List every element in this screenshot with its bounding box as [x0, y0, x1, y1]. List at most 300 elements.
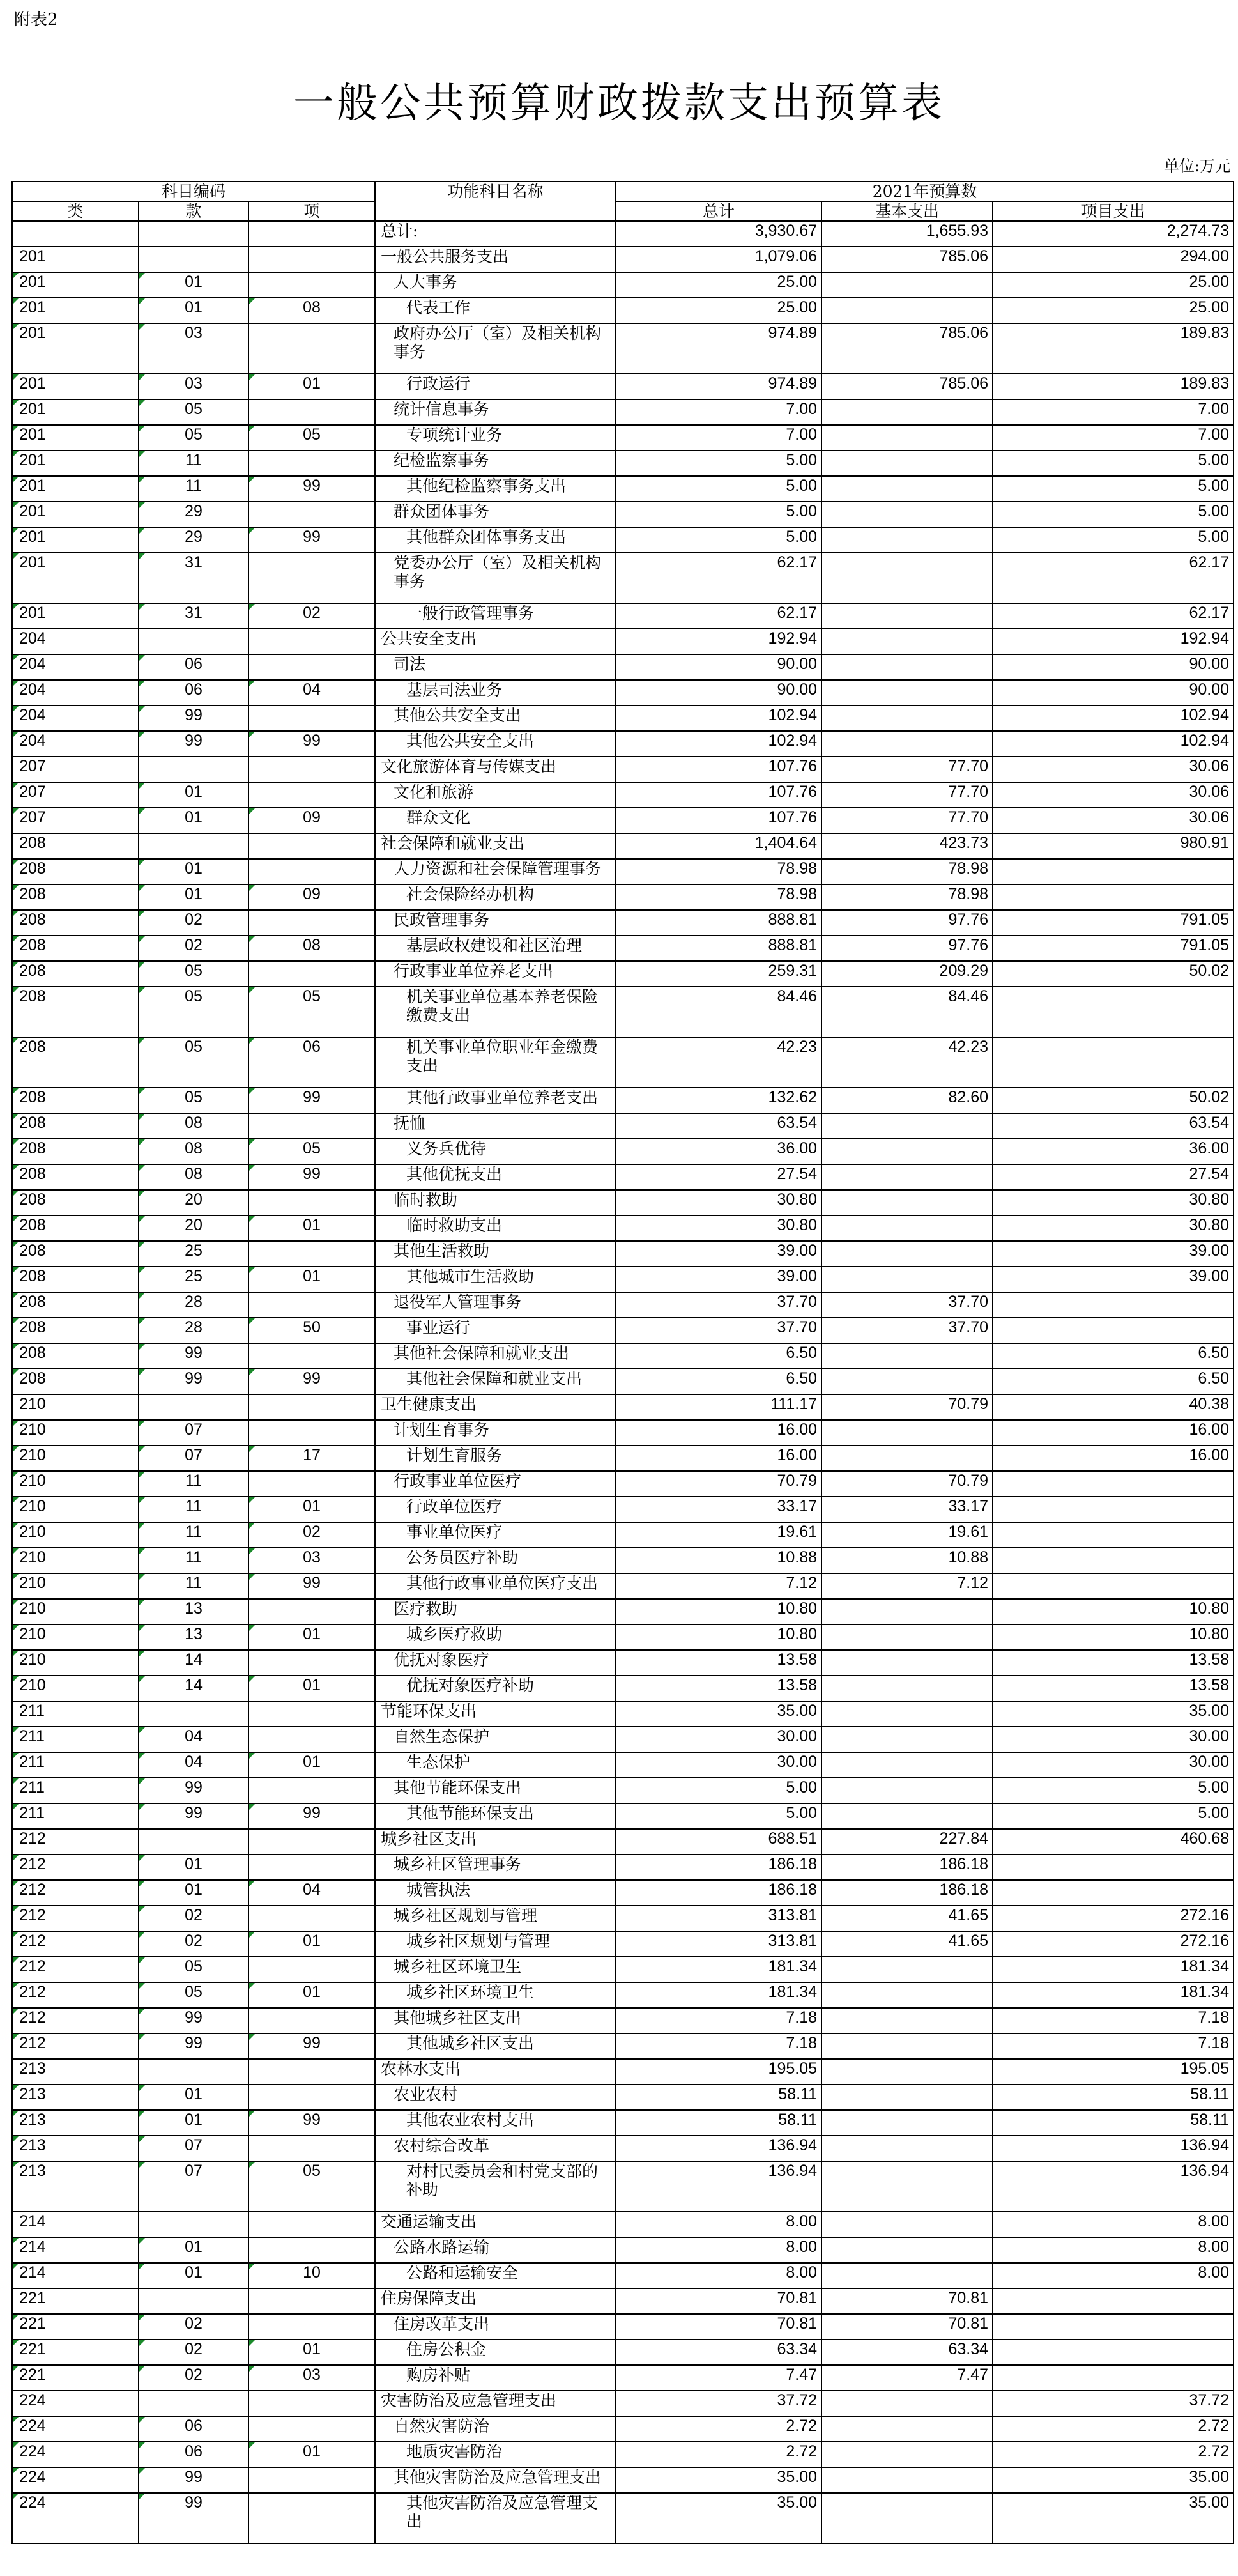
- cell-xiang: [248, 961, 375, 987]
- number-as-text-marker: [13, 2238, 19, 2244]
- cell-function-name: 住房改革支出: [375, 2314, 616, 2340]
- cell-xiang: [248, 1957, 375, 1982]
- cell-xiang: 01: [248, 1752, 375, 1778]
- cell-project: [993, 1573, 1234, 1599]
- cell-lei: 210: [12, 1650, 139, 1676]
- cell-lei: 207: [12, 757, 139, 782]
- cell-xiang: 99: [248, 2033, 375, 2059]
- cell-basic: [822, 1701, 993, 1727]
- cell-basic: [822, 1267, 993, 1292]
- cell-xiang: 99: [248, 527, 375, 553]
- cell-lei: 210: [12, 1548, 139, 1573]
- number-as-text-marker: [13, 528, 19, 534]
- number-as-text-marker: [139, 2162, 145, 2168]
- number-as-text-marker: [139, 1165, 145, 1171]
- table-row: [12, 1880, 1234, 1906]
- cell-function-name: 其他城乡社区支出: [375, 2033, 616, 2059]
- cell-project: [993, 1318, 1234, 1343]
- cell-xiang: 01: [248, 1676, 375, 1701]
- number-as-text-marker: [13, 2085, 19, 2091]
- number-as-text-marker: [139, 1267, 145, 1273]
- cell-total: 90.00: [616, 654, 822, 680]
- cell-total: 36.00: [616, 1139, 822, 1164]
- cell-kuan: 02: [139, 910, 248, 936]
- cell-kuan: 03: [139, 323, 248, 374]
- number-as-text-marker: [139, 1191, 145, 1196]
- cell-kuan: 05: [139, 1037, 248, 1088]
- cell-kuan: 25: [139, 1267, 248, 1292]
- cell-lei: 208: [12, 1139, 139, 1164]
- cell-xiang: [248, 1190, 375, 1215]
- cell-total: 974.89: [616, 374, 822, 399]
- cell-lei: 208: [12, 1292, 139, 1318]
- number-as-text-marker: [13, 860, 19, 865]
- cell-project: 27.54: [993, 1164, 1234, 1190]
- table-row: [12, 476, 1234, 502]
- cell-total: 10.88: [616, 1548, 822, 1573]
- number-as-text-marker: [249, 604, 255, 610]
- cell-kuan: 01: [139, 298, 248, 323]
- number-as-text-marker: [139, 2238, 145, 2244]
- cell-project: 30.06: [993, 757, 1234, 782]
- number-as-text-marker: [139, 1139, 145, 1145]
- cell-lei: 210: [12, 1624, 139, 1650]
- cell-function-name: 其他行政事业单位养老支出: [375, 1088, 616, 1113]
- number-as-text-marker: [249, 1267, 255, 1273]
- cell-function-name: 计划生育事务: [375, 1420, 616, 1446]
- table-row: [12, 2136, 1234, 2161]
- number-as-text-marker: [139, 374, 145, 380]
- cell-total: 888.81: [616, 910, 822, 936]
- cell-kuan: 01: [139, 884, 248, 910]
- cell-total: 102.94: [616, 706, 822, 731]
- table-row: [12, 2340, 1234, 2365]
- number-as-text-marker: [249, 1216, 255, 1222]
- cell-project: 181.34: [993, 1982, 1234, 2008]
- cell-function-name: 行政运行: [375, 374, 616, 399]
- cell-project: 5.00: [993, 476, 1234, 502]
- cell-kuan: 28: [139, 1318, 248, 1343]
- cell-lei: 208: [12, 1343, 139, 1369]
- cell-kuan: 14: [139, 1650, 248, 1676]
- cell-lei: 204: [12, 654, 139, 680]
- number-as-text-marker: [13, 2034, 19, 2040]
- cell-function-name: 退役军人管理事务: [375, 1292, 616, 1318]
- table-row: [12, 782, 1234, 808]
- cell-lei: 212: [12, 1982, 139, 2008]
- cell-kuan: 02: [139, 2340, 248, 2365]
- cell-basic: 77.70: [822, 782, 993, 808]
- cell-lei: 201: [12, 272, 139, 298]
- cell-basic: [822, 1113, 993, 1139]
- cell-function-name: 其他生活救助: [375, 1241, 616, 1267]
- cell-kuan: 11: [139, 1522, 248, 1548]
- number-as-text-marker: [13, 987, 19, 993]
- cell-function-name: 农村综合改革: [375, 2136, 616, 2161]
- cell-lei: 208: [12, 884, 139, 910]
- cell-total: 6.50: [616, 1343, 822, 1369]
- cell-basic: 1,655.93: [822, 221, 993, 247]
- number-as-text-marker: [13, 655, 19, 661]
- cell-kuan: [139, 2391, 248, 2416]
- number-as-text-marker: [13, 273, 19, 279]
- number-as-text-marker: [13, 1038, 19, 1044]
- cell-lei: 201: [12, 451, 139, 476]
- number-as-text-marker: [13, 2340, 19, 2346]
- cell-xiang: [248, 2008, 375, 2033]
- cell-project: 102.94: [993, 706, 1234, 731]
- table-row: [12, 502, 1234, 527]
- cell-lei: 221: [12, 2340, 139, 2365]
- cell-lei: 201: [12, 247, 139, 272]
- cell-total: 35.00: [616, 1701, 822, 1727]
- table-row: [12, 1164, 1234, 1190]
- table-row: [12, 1318, 1234, 1343]
- cell-project: 5.00: [993, 527, 1234, 553]
- cell-xiang: 05: [248, 2161, 375, 2212]
- number-as-text-marker: [139, 426, 145, 431]
- table-row: [12, 2161, 1234, 2212]
- cell-function-name: 公共安全支出: [375, 629, 616, 654]
- cell-function-name: 对村民委员会和村党支部的补助: [375, 2161, 616, 2212]
- cell-total: 30.80: [616, 1190, 822, 1215]
- table-row: [12, 425, 1234, 451]
- cell-lei: 210: [12, 1420, 139, 1446]
- cell-project: 50.02: [993, 1088, 1234, 1113]
- cell-lei: 213: [12, 2110, 139, 2136]
- number-as-text-marker: [139, 1983, 145, 1989]
- cell-lei: 214: [12, 2237, 139, 2263]
- cell-total: 107.76: [616, 808, 822, 833]
- cell-function-name: 自然灾害防治: [375, 2416, 616, 2442]
- table-row: [12, 2059, 1234, 2085]
- header-basic: 基本支出: [822, 201, 993, 221]
- cell-xiang: 01: [248, 1982, 375, 2008]
- cell-lei: 208: [12, 1190, 139, 1215]
- cell-function-name: 城乡社区支出: [375, 1829, 616, 1855]
- cell-lei: 210: [12, 1446, 139, 1471]
- cell-basic: [822, 425, 993, 451]
- number-as-text-marker: [139, 2264, 145, 2269]
- cell-total: 7.18: [616, 2008, 822, 2033]
- cell-total: 42.23: [616, 1037, 822, 1088]
- cell-basic: [822, 2136, 993, 2161]
- cell-xiang: 03: [248, 1548, 375, 1573]
- number-as-text-marker: [139, 553, 145, 559]
- number-as-text-marker: [249, 1881, 255, 1886]
- cell-lei: 210: [12, 1394, 139, 1420]
- number-as-text-marker: [13, 1165, 19, 1171]
- cell-kuan: 29: [139, 527, 248, 553]
- number-as-text-marker: [13, 911, 19, 916]
- cell-project: 102.94: [993, 731, 1234, 757]
- number-as-text-marker: [139, 1344, 145, 1350]
- cell-kuan: 01: [139, 2237, 248, 2263]
- cell-basic: 785.06: [822, 323, 993, 374]
- cell-project: 58.11: [993, 2085, 1234, 2110]
- cell-xiang: 05: [248, 987, 375, 1037]
- table-row: [12, 654, 1234, 680]
- number-as-text-marker: [139, 706, 145, 712]
- cell-function-name: 临时救助: [375, 1190, 616, 1215]
- number-as-text-marker: [249, 1038, 255, 1044]
- cell-basic: [822, 1650, 993, 1676]
- cell-function-name: 人大事务: [375, 272, 616, 298]
- number-as-text-marker: [13, 783, 19, 789]
- cell-function-name: 其他灾害防治及应急管理支出: [375, 2493, 616, 2543]
- number-as-text-marker: [139, 1242, 145, 1247]
- cell-function-name: 总计:: [375, 221, 616, 247]
- cell-function-name: 其他群众团体事务支出: [375, 527, 616, 553]
- cell-kuan: 02: [139, 1906, 248, 1931]
- cell-project: 30.06: [993, 782, 1234, 808]
- number-as-text-marker: [139, 1574, 145, 1580]
- number-as-text-marker: [139, 860, 145, 865]
- number-as-text-marker: [13, 374, 19, 380]
- number-as-text-marker: [139, 1676, 145, 1682]
- number-as-text-marker: [13, 1318, 19, 1324]
- table-row: [12, 1752, 1234, 1778]
- cell-xiang: [248, 1855, 375, 1880]
- cell-lei: 201: [12, 323, 139, 374]
- cell-function-name: 城乡医疗救助: [375, 1624, 616, 1650]
- cell-xiang: 99: [248, 1088, 375, 1113]
- table-body: [12, 221, 1234, 2543]
- cell-function-name: 其他社会保障和就业支出: [375, 1369, 616, 1394]
- number-as-text-marker: [139, 911, 145, 916]
- cell-kuan: 01: [139, 808, 248, 833]
- cell-basic: [822, 527, 993, 553]
- cell-total: 27.54: [616, 1164, 822, 1190]
- number-as-text-marker: [13, 1676, 19, 1682]
- cell-basic: [822, 1446, 993, 1471]
- cell-lei: 224: [12, 2493, 139, 2543]
- table-row: [12, 706, 1234, 731]
- cell-kuan: 99: [139, 1778, 248, 1803]
- cell-kuan: 05: [139, 1957, 248, 1982]
- cell-project: [993, 1855, 1234, 1880]
- cell-lei: 221: [12, 2288, 139, 2314]
- cell-basic: [822, 2085, 993, 2110]
- cell-kuan: 07: [139, 1446, 248, 1471]
- number-as-text-marker: [139, 2315, 145, 2320]
- cell-total: 35.00: [616, 2493, 822, 2543]
- cell-xiang: 02: [248, 1522, 375, 1548]
- cell-total: 5.00: [616, 527, 822, 553]
- cell-kuan: 05: [139, 1088, 248, 1113]
- cell-basic: 77.70: [822, 808, 993, 833]
- number-as-text-marker: [249, 2034, 255, 2040]
- table-row: [12, 2365, 1234, 2391]
- number-as-text-marker: [13, 553, 19, 559]
- cell-total: 132.62: [616, 1088, 822, 1113]
- cell-xiang: 99: [248, 731, 375, 757]
- table-row: [12, 1369, 1234, 1394]
- cell-kuan: 05: [139, 987, 248, 1037]
- number-as-text-marker: [13, 1548, 19, 1554]
- number-as-text-marker: [249, 1932, 255, 1938]
- cell-xiang: 01: [248, 1624, 375, 1650]
- number-as-text-marker: [139, 885, 145, 891]
- cell-kuan: 06: [139, 654, 248, 680]
- cell-basic: 186.18: [822, 1855, 993, 1880]
- cell-kuan: 05: [139, 425, 248, 451]
- cell-kuan: 31: [139, 603, 248, 629]
- cell-xiang: 01: [248, 1497, 375, 1522]
- cell-project: 5.00: [993, 451, 1234, 476]
- cell-lei: 213: [12, 2059, 139, 2085]
- cell-basic: 97.76: [822, 910, 993, 936]
- cell-total: 30.00: [616, 1727, 822, 1752]
- number-as-text-marker: [249, 1497, 255, 1503]
- cell-basic: 10.88: [822, 1548, 993, 1573]
- cell-function-name: 公路和运输安全: [375, 2263, 616, 2288]
- cell-kuan: 01: [139, 1880, 248, 1906]
- cell-kuan: 02: [139, 2365, 248, 2391]
- cell-project: 192.94: [993, 629, 1234, 654]
- cell-kuan: 99: [139, 1803, 248, 1829]
- cell-project: 7.18: [993, 2008, 1234, 2033]
- cell-lei: 208: [12, 833, 139, 859]
- cell-function-name: 城管执法: [375, 1880, 616, 1906]
- cell-project: 25.00: [993, 298, 1234, 323]
- number-as-text-marker: [13, 936, 19, 942]
- cell-kuan: 08: [139, 1139, 248, 1164]
- cell-lei: 213: [12, 2085, 139, 2110]
- cell-total: 63.54: [616, 1113, 822, 1139]
- table-row: [12, 1957, 1234, 1982]
- cell-project: 36.00: [993, 1139, 1234, 1164]
- number-as-text-marker: [13, 2136, 19, 2142]
- cell-kuan: 99: [139, 2033, 248, 2059]
- cell-total: 39.00: [616, 1267, 822, 1292]
- cell-total: 3,930.67: [616, 221, 822, 247]
- table-row: [12, 1931, 1234, 1957]
- header-row-1: [12, 181, 1234, 201]
- cell-kuan: [139, 2059, 248, 2085]
- cell-lei: 213: [12, 2161, 139, 2212]
- cell-function-name: 群众团体事务: [375, 502, 616, 527]
- cell-basic: 7.12: [822, 1573, 993, 1599]
- number-as-text-marker: [13, 1421, 19, 1426]
- cell-project: [993, 1471, 1234, 1497]
- number-as-text-marker: [139, 1727, 145, 1733]
- cell-project: 7.18: [993, 2033, 1234, 2059]
- cell-kuan: 20: [139, 1190, 248, 1215]
- cell-xiang: 06: [248, 1037, 375, 1088]
- cell-basic: [822, 1599, 993, 1624]
- cell-total: 107.76: [616, 782, 822, 808]
- table-row: [12, 298, 1234, 323]
- cell-total: 19.61: [616, 1522, 822, 1548]
- cell-xiang: [248, 399, 375, 425]
- cell-lei: 212: [12, 1906, 139, 1931]
- cell-function-name: 行政单位医疗: [375, 1497, 616, 1522]
- number-as-text-marker: [13, 1906, 19, 1912]
- cell-project: 7.00: [993, 399, 1234, 425]
- table-row: [12, 1394, 1234, 1420]
- table-row: [12, 987, 1234, 1037]
- cell-total: 136.94: [616, 2136, 822, 2161]
- number-as-text-marker: [139, 732, 145, 737]
- cell-project: 16.00: [993, 1446, 1234, 1471]
- cell-kuan: 07: [139, 1420, 248, 1446]
- cell-function-name: 交通运输支出: [375, 2212, 616, 2237]
- cell-lei: 210: [12, 1599, 139, 1624]
- number-as-text-marker: [139, 987, 145, 993]
- number-as-text-marker: [249, 1983, 255, 1989]
- cell-function-name: 地质灾害防治: [375, 2442, 616, 2467]
- cell-total: 13.58: [616, 1676, 822, 1701]
- cell-xiang: [248, 833, 375, 859]
- number-as-text-marker: [13, 1497, 19, 1503]
- table-row: [12, 1982, 1234, 2008]
- cell-lei: 212: [12, 1880, 139, 1906]
- cell-function-name: 城乡社区环境卫生: [375, 1982, 616, 2008]
- number-as-text-marker: [139, 962, 145, 968]
- cell-project: [993, 2288, 1234, 2314]
- cell-function-name: 纪检监察事务: [375, 451, 616, 476]
- number-as-text-marker: [249, 936, 255, 942]
- cell-kuan: 14: [139, 1676, 248, 1701]
- cell-project: [993, 1497, 1234, 1522]
- cell-function-name: 行政事业单位医疗: [375, 1471, 616, 1497]
- number-as-text-marker: [249, 2442, 255, 2448]
- number-as-text-marker: [139, 783, 145, 789]
- cell-lei: 212: [12, 1931, 139, 1957]
- cell-basic: [822, 1164, 993, 1190]
- cell-kuan: 01: [139, 2085, 248, 2110]
- table-row: [12, 1088, 1234, 1113]
- page-title: 一般公共预算财政拨款支出预算表: [293, 80, 945, 127]
- cell-total: 313.81: [616, 1931, 822, 1957]
- number-as-text-marker: [139, 2136, 145, 2142]
- number-as-text-marker: [139, 298, 145, 304]
- cell-basic: [822, 731, 993, 757]
- cell-basic: 37.70: [822, 1292, 993, 1318]
- cell-lei: 221: [12, 2365, 139, 2391]
- cell-project: 181.34: [993, 1957, 1234, 1982]
- number-as-text-marker: [139, 1881, 145, 1886]
- cell-total: 62.17: [616, 553, 822, 603]
- number-as-text-marker: [139, 2009, 145, 2014]
- cell-lei: 207: [12, 808, 139, 833]
- cell-project: [993, 859, 1234, 884]
- cell-basic: 82.60: [822, 1088, 993, 1113]
- cell-kuan: 11: [139, 1548, 248, 1573]
- cell-kuan: 04: [139, 1727, 248, 1752]
- cell-lei: 201: [12, 399, 139, 425]
- number-as-text-marker: [139, 2366, 145, 2372]
- cell-project: 62.17: [993, 553, 1234, 603]
- number-as-text-marker: [249, 885, 255, 891]
- cell-total: 1,404.64: [616, 833, 822, 859]
- cell-total: 888.81: [616, 936, 822, 961]
- cell-project: 40.38: [993, 1394, 1234, 1420]
- cell-project: 90.00: [993, 680, 1234, 706]
- number-as-text-marker: [249, 2264, 255, 2269]
- cell-function-name: 其他行政事业单位医疗支出: [375, 1573, 616, 1599]
- unit-label: 单位:万元: [1163, 157, 1230, 175]
- cell-lei: 212: [12, 1829, 139, 1855]
- cell-function-name: 其他灾害防治及应急管理支出: [375, 2467, 616, 2493]
- cell-lei: 204: [12, 706, 139, 731]
- cell-function-name: 事业运行: [375, 1318, 616, 1343]
- cell-function-name: 机关事业单位基本养老保险缴费支出: [375, 987, 616, 1037]
- table-row: [12, 2442, 1234, 2467]
- cell-xiang: [248, 2059, 375, 2085]
- number-as-text-marker: [13, 2264, 19, 2269]
